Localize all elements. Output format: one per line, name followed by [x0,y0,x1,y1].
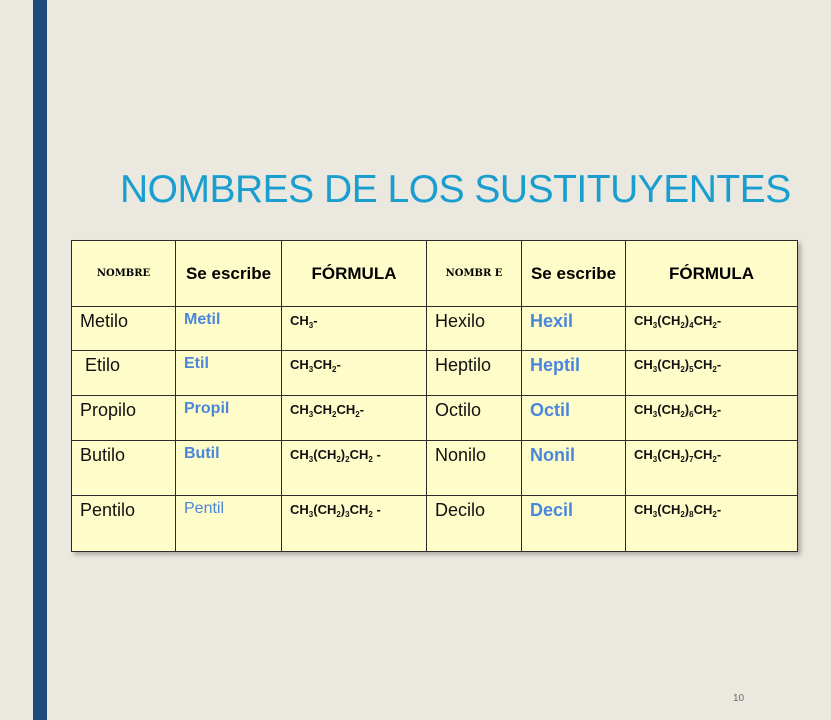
subscript: 7 [689,455,694,464]
formula-cell: $CH_3CH_2CH_2-$ [282,396,427,441]
header-se-escribe: Se escribe [176,241,282,307]
subscript: 2 [332,365,337,374]
slide-title: NOMBRES DE LOS SUSTITUYENTES [120,168,791,211]
subscript: 2 [680,510,685,519]
written-cell: Propil [176,396,282,441]
subscript: 3 [308,455,314,464]
subscript: 6 [689,410,694,419]
formula-cell: $CH_3(CH_2)_4CH_2-$ [626,307,798,351]
name-cell: Metilo [72,307,176,351]
formula-cell: $CH_3(CH_2)_7CH_2-$ [626,441,798,496]
subscript: 2 [336,510,341,519]
subscript: 2 [712,510,717,519]
written-cell: Butil [176,441,282,496]
written-cell: Decil [522,496,626,552]
formula-cell: $CH_3(CH_2)_6CH_2-$ [626,396,798,441]
written-cell: Metil [176,307,282,351]
formula-cell: $CH_3CH_2-$ [282,351,427,396]
name-cell: Heptilo [427,351,522,396]
name-cell: Nonilo [427,441,522,496]
name-cell: Pentilo [72,496,176,552]
subscript: 3 [308,365,314,374]
written-cell: Hexil [522,307,626,351]
subscript: 2 [368,510,373,519]
subscript: 2 [712,365,717,374]
header-se-escribe-2: Se escribe [522,241,626,307]
name-cell: Etilo [72,351,176,396]
header-formula-2: FÓRMULA [626,241,798,307]
left-accent-bar [33,0,47,720]
subscript: 3 [652,365,658,374]
formula-cell: $CH_3(CH_2)_3CH_2$ - [282,496,427,552]
formula-cell: $CH_3(CH_2)_5CH_2-$ [626,351,798,396]
formula-cell: $CH_3(CH_2)_8CH_2-$ [626,496,798,552]
subscript: 2 [355,410,360,419]
subscript: 2 [680,321,685,330]
subscript: 3 [652,510,658,519]
table-row [72,351,798,396]
table-row [72,396,798,441]
name-cell: Hexilo [427,307,522,351]
formula-cell: $CH_3-$ [282,307,427,351]
written-cell: Etil [176,351,282,396]
subscript: 3 [345,510,350,519]
subscript: 2 [712,455,717,464]
subscript: 2 [336,455,341,464]
subscript: 3 [308,410,314,419]
subscript: 4 [689,321,694,330]
subscript: 3 [652,410,658,419]
subscript: 2 [680,455,685,464]
table-row [72,496,798,552]
name-cell: Decilo [427,496,522,552]
subscript: 2 [332,410,337,419]
table-header-row [72,241,798,307]
subscript: 3 [652,455,658,464]
header-formula: FÓRMULA [282,241,427,307]
subscript: 2 [712,321,717,330]
table-row [72,307,798,351]
subscript: 5 [689,365,694,374]
written-cell: Heptil [522,351,626,396]
name-cell: Octilo [427,396,522,441]
written-cell: Pentil [176,496,282,552]
substituents-table [71,240,798,552]
subscript: 2 [680,410,685,419]
subscript: 2 [712,410,717,419]
header-nombre-2: NOMBR E [427,241,522,307]
subscript: 2 [368,455,373,464]
table-row [72,441,798,496]
page-number: 10 [733,693,745,704]
subscript: 2 [680,365,685,374]
subscript: 3 [308,510,314,519]
name-cell: Propilo [72,396,176,441]
written-cell: Nonil [522,441,626,496]
name-cell: Butilo [72,441,176,496]
formula-cell: $CH_3(CH_2)_2CH_2$ - [282,441,427,496]
written-cell: Octil [522,396,626,441]
subscript: 3 [652,321,658,330]
header-nombre: NOMBRE [72,241,176,307]
subscript: 2 [345,455,350,464]
subscript: 3 [308,321,314,330]
subscript: 8 [689,510,694,519]
